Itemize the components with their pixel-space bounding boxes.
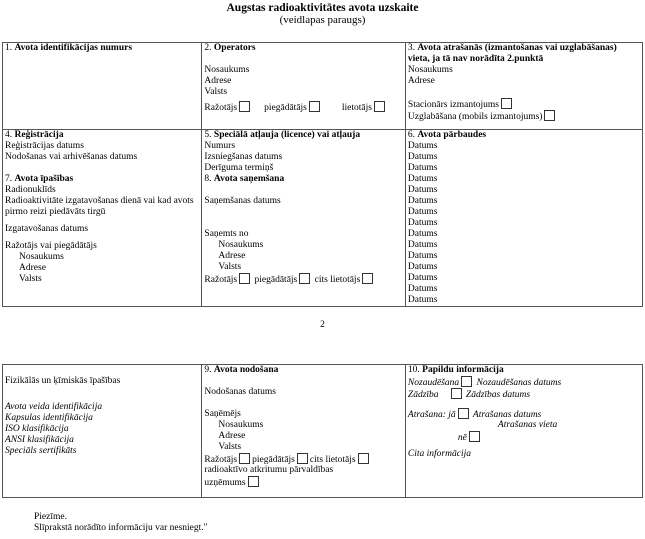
operator-role-manufacturer-label: Ražotājs — [204, 103, 238, 113]
operator-role-manufacturer-checkbox[interactable] — [239, 101, 250, 112]
recipient-role-supplier-checkbox[interactable] — [297, 453, 308, 464]
section-10-number: 10. — [407, 365, 420, 375]
section-5-number: 5. — [204, 130, 212, 140]
recipient-role-manufacturer-checkbox[interactable] — [239, 453, 250, 464]
recipient-role-other-label: cits lietotājs — [309, 455, 356, 465]
capsule-id-label: Kapsulas identifikācija — [5, 413, 93, 423]
found-no-label: nē — [457, 433, 467, 443]
section-10-title: Papildu informācija — [422, 365, 504, 375]
recipient-role-other-checkbox[interactable] — [358, 453, 369, 464]
section-4-number: 4. — [5, 130, 13, 140]
section-1-title: Avota identifikācijas numurs — [14, 43, 133, 53]
operator-name-label: Nosaukums — [204, 65, 250, 75]
activity-label: Radioaktivitāte izgatavošanas dienā vai kad avots pirmo reizi piedāvāts tirgū — [5, 196, 194, 217]
location-name-label: Nosaukums — [407, 65, 453, 75]
inspection-date-label: Datums — [407, 185, 438, 195]
stationary-use-checkbox[interactable] — [501, 98, 512, 109]
inspection-date-label: Datums — [407, 240, 438, 250]
inspection-date-label: Datums — [407, 229, 438, 239]
received-role-other-checkbox[interactable] — [362, 273, 373, 284]
received-role-other-label: cits lietotājs — [314, 275, 361, 285]
page-subtitle: (veidlapas paraugs) — [279, 14, 366, 26]
recipient-role-supplier-label: piegādātājs — [252, 455, 295, 465]
section-5-8-middle — [202, 130, 405, 307]
stolen-checkbox[interactable] — [451, 388, 462, 399]
license-number-label: Numurs — [204, 141, 236, 151]
section-2-operator — [202, 43, 405, 130]
archive-date-label: Nodošanas vai arhivēšanas datums — [5, 152, 138, 162]
manufacturer-supplier-label: Ražotājs vai piegādātājs — [5, 241, 97, 251]
received-role-supplier-label: piegādātājs — [254, 275, 298, 285]
footnote — [34, 512, 208, 534]
section-1-number: 1. — [5, 43, 13, 53]
license-issue-date-label: Izsniegšanas datums — [204, 152, 283, 162]
lost-label: Nozaudēšana — [407, 378, 460, 388]
section-9-transfer — [202, 365, 405, 498]
received-from-label: Saņemts no — [204, 229, 249, 239]
section-6-number: 6. — [407, 130, 416, 140]
section-5-title: Speciālā atļauja (licence) vai atļauja — [213, 130, 361, 140]
section-10-additional-info — [405, 365, 642, 498]
inspection-date-label: Datums — [407, 207, 438, 217]
transfer-date-label: Nodošanas datums — [204, 387, 276, 397]
manufacturer-country-label: Valsts — [19, 274, 42, 284]
section-3-title: Avota atrašanās (izmantošanas vai uzglabāšanas) vieta, ja tā nav norādīta 2.punktā — [407, 43, 617, 64]
received-from-name-label: Nosaukums — [218, 240, 264, 250]
storage-mobile-label: Uzglabāšana (mobils izmantojums) — [407, 112, 543, 122]
recipient-country-label: Valsts — [218, 442, 242, 452]
recipient-name-label: Nosaukums — [218, 420, 264, 430]
storage-mobile-checkbox[interactable] — [544, 110, 555, 121]
section-2-number: 2. — [204, 43, 212, 53]
section-7-number: 7. — [5, 174, 13, 184]
section-1-identification — [3, 43, 202, 130]
stationary-use-label: Stacionārs izmantojums — [407, 100, 499, 110]
location-address-label: Adrese — [407, 76, 435, 86]
operator-role-user-checkbox[interactable] — [374, 101, 385, 112]
found-yes-label: jā — [448, 410, 456, 420]
inspection-date-label: Datums — [407, 218, 438, 228]
section-3-location — [405, 43, 642, 130]
received-role-manufacturer-checkbox[interactable] — [239, 273, 250, 284]
inspection-date-label: Datums — [407, 196, 438, 206]
section-9-title: Avota nodošana — [213, 365, 279, 375]
inspection-date-label: Datums — [407, 262, 438, 272]
form-table-top — [2, 42, 643, 307]
other-info-label: Cita informācija — [407, 449, 471, 459]
inspection-date-label: Datums — [407, 152, 438, 162]
waste-management-checkbox[interactable] — [248, 476, 259, 487]
special-certificate-label: Speciāls sertifikāts — [5, 446, 77, 456]
license-expiry-label: Derīguma termiņš — [204, 163, 274, 173]
page-number: 2 — [320, 320, 325, 330]
found-place-label: Atrašanas vieta — [497, 420, 558, 430]
section-9-number: 9. — [204, 365, 212, 375]
waste-management-label: radioaktīvo atkritumu pārvaldības uzņēmums — [204, 465, 334, 488]
ansi-classification-label: ANSI klasifikācija — [5, 435, 74, 445]
radionuclide-label: Radionuklīds — [5, 185, 56, 195]
received-from-country-label: Valsts — [218, 262, 242, 272]
stolen-label: Zādzība — [407, 390, 439, 400]
operator-country-label: Valsts — [204, 87, 228, 97]
operator-role-supplier-checkbox[interactable] — [309, 101, 320, 112]
form-table-bottom — [2, 364, 643, 498]
physchem-label: Fizikālās un ķīmiskās īpašības — [5, 376, 121, 386]
received-from-address-label: Adrese — [218, 251, 246, 261]
stolen-date-label: Zādzības datums — [465, 390, 531, 400]
iso-classification-label: ISO klasifikācija — [5, 424, 69, 434]
operator-address-label: Adrese — [204, 76, 232, 86]
received-role-supplier-checkbox[interactable] — [299, 273, 310, 284]
receipt-date-label: Saņemšanas datums — [204, 196, 281, 206]
recipient-label: Saņēmējs — [204, 409, 241, 419]
section-4-7-left — [3, 130, 202, 307]
section-7-title: Avota īpašības — [14, 174, 74, 184]
manufacturer-name-label: Nosaukums — [19, 252, 64, 262]
found-yes-checkbox[interactable] — [458, 408, 469, 419]
inspection-date-label: Datums — [407, 174, 438, 184]
inspection-date-label: Datums — [407, 284, 438, 294]
source-type-id-label: Avota veida identifikācija — [5, 402, 103, 412]
section-6-title: Avota pārbaudes — [417, 130, 487, 140]
inspection-date-label: Datums — [407, 141, 438, 151]
section-4-title: Reģistrācija — [14, 130, 64, 140]
physical-chemical-properties — [3, 365, 202, 498]
section-8-title: Avota saņemšana — [213, 174, 285, 184]
found-date-label: Atrašanas datums — [472, 410, 542, 420]
inspection-date-label: Datums — [407, 273, 438, 283]
section-3-number: 3. — [407, 43, 416, 53]
note-text: Slīprakstā norādīto informāciju var nesniegt." — [34, 523, 208, 533]
registration-date-label: Reģistrācijas datums — [5, 141, 84, 151]
section-2-title: Operators — [213, 43, 256, 53]
recipient-role-manufacturer-label: Ražotājs — [204, 455, 238, 465]
manufacturer-address-label: Adrese — [19, 263, 46, 273]
page-title: Augstas radioaktivitātes avota uzskaite — [226, 2, 419, 14]
lost-date-label: Nozaudēšanas datums — [476, 378, 562, 388]
inspection-date-label: Datums — [407, 163, 438, 173]
note-label: Piezīme. — [34, 512, 67, 522]
received-role-manufacturer-label: Ražotājs — [204, 275, 238, 285]
section-6-inspections — [405, 130, 642, 307]
recipient-address-label: Adrese — [218, 431, 246, 441]
lost-checkbox[interactable] — [461, 376, 472, 387]
operator-role-supplier-label: piegādātājs — [264, 103, 307, 113]
found-label: Atrašana: — [407, 410, 446, 420]
inspection-date-label: Datums — [407, 251, 438, 261]
section-8-number: 8. — [204, 174, 212, 184]
operator-role-user-label: lietotājs — [341, 103, 372, 113]
inspection-date-label: Datums — [407, 295, 438, 305]
manufacture-date-label: Izgatavošanas datums — [5, 224, 89, 234]
found-no-checkbox[interactable] — [469, 431, 480, 442]
